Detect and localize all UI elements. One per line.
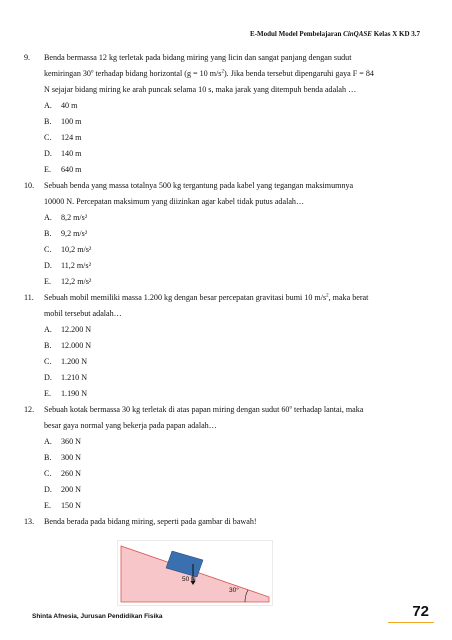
option-c: C. 124 m: [44, 133, 82, 142]
question-text: Sebuah kotak bermassa 30 kg terletak di atas papan miring dengan sudut 60$^o$ terhadap lantai, maka besar gaya normal yang bekerja pada papan adalah…: [44, 405, 364, 430]
page-number: 72: [412, 603, 429, 620]
question-number: 13.: [24, 517, 35, 526]
brand-name: CinQASE: [343, 30, 372, 38]
question-12: [24, 402, 428, 434]
option-c: C. 260 N: [44, 469, 82, 478]
option-d: D. 11,2 m/s²: [44, 261, 92, 270]
option-a: A. 360 N: [44, 437, 82, 446]
option-b: B. 100 m: [44, 117, 82, 126]
option-b: B. 300 N: [44, 453, 82, 462]
option-e: E. 1.190 N: [44, 389, 88, 398]
option-b: B. 12.000 N: [44, 341, 92, 350]
question-text: Sebuah mobil memiliki massa 1.200 kg dengan besar percepatan gravitasi bumi 10 $m/s^2$, maka berat mobil tersebut adalah…: [44, 293, 369, 318]
question-text: Sebuah benda yang massa totalnya 500 kg tergantung pada kabel yang tegangan maksimumnya 10000 N. Percepatan maksimum yang diizinkan agar kabel tidak putus adalah…: [44, 181, 354, 206]
footer-author: Shinta Afnesia, Jurusan Pendidikan Fisika: [32, 613, 163, 620]
question-11: [24, 290, 428, 322]
inclined-plane-figure: [117, 540, 273, 606]
question-number: 11.: [24, 293, 34, 302]
question-13: [24, 514, 428, 530]
force-label: 50 N: [182, 576, 196, 583]
question-text: Benda berada pada bidang miring, seperti pada gambar di bawah!: [44, 517, 257, 526]
option-b: B. 9,2 m/s²: [44, 229, 88, 238]
question-text: Benda bermassa 12 kg terletak pada bidang miring yang licin dan sangat panjang dengan sudut kemiringan 30$^o$ terhadap bidang horizontal (g = 10 $m/s^2$). Jika benda tersebut dipengaruhi gaya F = 84 N sejajar bidang miring ke arah puncak selama 10 s, maka jarak yang ditempuh benda adalah …: [44, 53, 374, 94]
question-10: [24, 178, 428, 210]
option-d: D. 200 N: [44, 485, 82, 494]
question-number: 10.: [24, 181, 35, 190]
angle-label: 30°: [229, 587, 239, 594]
option-d: D. 1.210 N: [44, 373, 88, 382]
option-a: A. 8,2 m/s²: [44, 213, 88, 222]
question-9: [24, 50, 428, 98]
question-number: 12.: [24, 405, 35, 414]
footer-divider: [388, 622, 434, 623]
option-a: A. 12.200 N: [44, 325, 92, 334]
option-e: E. 150 N: [44, 501, 82, 510]
question-list: [24, 50, 428, 530]
option-d: D. 140 m: [44, 149, 82, 158]
page-header: E-Modul Model Pembelajaran CinQASE Kelas X KD 3.7: [250, 30, 420, 38]
option-e: E. 12,2 m/s²: [44, 277, 92, 286]
question-number: 9.: [24, 53, 31, 62]
option-e: E. 640 m: [44, 165, 82, 174]
option-c: C. 1.200 N: [44, 357, 88, 366]
option-c: C. 10,2 m/s²: [44, 245, 92, 254]
option-a: A. 40 m: [44, 101, 78, 110]
